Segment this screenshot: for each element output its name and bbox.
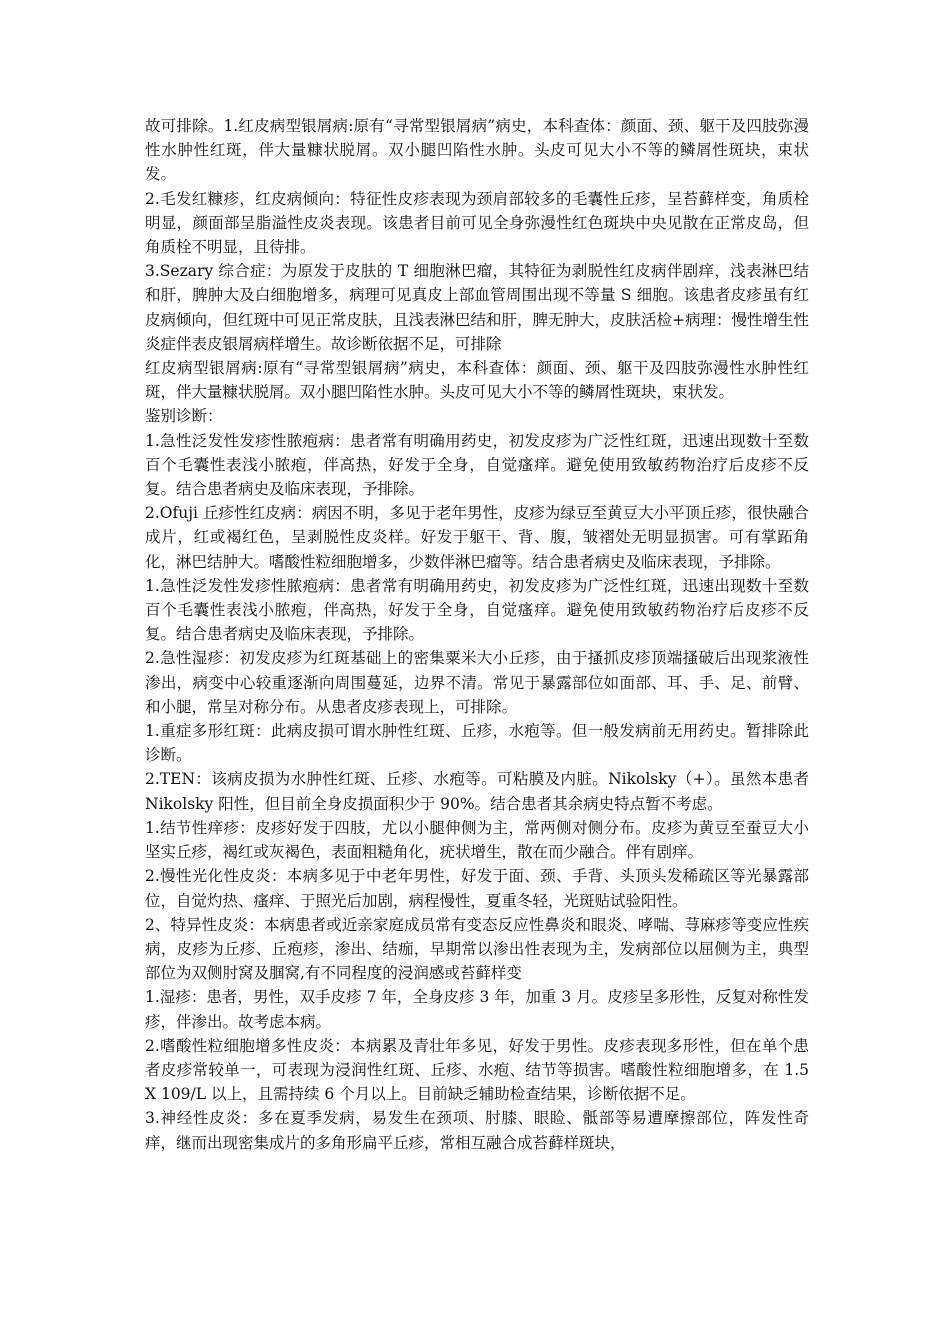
paragraph: 1.结节性痒疹：皮疹好发于四肢，尤以小腿伸侧为主，常两侧对侧分布。皮疹为黄豆至蚕豆大小坚实丘疹，褐红或灰褐色，表面粗糙角化，疣状增生，散在而少融合。伴有剧痒。 — [145, 818, 809, 862]
paragraph: 3.神经性皮炎：多在夏季发病，易发生在颈项、肘膝、眼睑、骶部等易遭摩擦部位，阵发性奇痒，继而出现密集成片的多角形扁平丘疹，常相互融合成苔藓样斑块， — [145, 1109, 809, 1152]
paragraph: 2.毛发红糠疹，红皮病倾向：特征性皮疹表现为颈肩部较多的毛囊性丘疹，呈苔藓样变，角质栓明显，颜面部呈脂溢性皮炎表现。该患者目前可见全身弥漫性红色斑块中央见散在正常皮岛，但角质栓不明显，且待排。 — [145, 189, 809, 257]
paragraph: 2.嗜酸性粒细胞增多性皮炎：本病累及青壮年多见，好发于男性。皮疹表现多形性，但在单个患者皮疹常较单一，可表现为浸润性红斑、丘疹、水疱、结节等损害。嗜酸性粒细胞增多，在 1.5 X 109/L 以上，且需持续 6 个月以上。目前缺乏辅助检查结果，诊断依据不足。 — [145, 1036, 809, 1104]
paragraph: 红皮病型银屑病:原有“寻常型银屑病”病史，本科查体：颜面、颈、躯干及四肢弥漫性水肿性红斑，伴大量糠状脱屑。双小腿凹陷性水肿。头皮可见大小不等的鳞屑性斑块，束状发。 — [145, 359, 809, 402]
paragraph: 3.Sezary 综合症：为原发于皮肤的 T 细胞淋巴瘤，其特征为剥脱性红皮病伴剧痒，浅表淋巴结和肝，脾肿大及白细胞增多，病理可见真皮上部血管周围出现不等量 S 细胞。该患者皮疹虽有红皮病倾向，但红斑中可见正常皮肤，且浅表淋巴结和肝，脾无肿大，皮肤活检+病理：慢性增生性炎症伴表皮银屑病样增生。故诊断依据不足，可排除 — [145, 262, 809, 353]
paragraph: 1.急性泛发性发疹性脓疱病：患者常有明确用药史，初发皮疹为广泛性红斑，迅速出现数十至数百个毛囊性表浅小脓疱，伴高热，好发于全身，自觉瘙痒。避免使用致敏药物治疗后皮疹不反复。结合患者病史及临床表现，予排除。 — [145, 576, 809, 644]
paragraph: 2.Ofuji 丘疹性红皮病：病因不明，多见于老年男性，皮疹为绿豆至黄豆大小平顶丘疹，很快融合成片，红或褐红色，呈剥脱性皮炎样。好发于躯干、背、腹，皱褶处无明显损害。可有掌跖角化，淋巴结肿大。嗜酸性粒细胞增多，少数伴淋巴瘤等。结合患者病史及临床表现，予排除。 — [145, 504, 809, 571]
paragraph: 1.急性泛发性发疹性脓疱病：患者常有明确用药史，初发皮疹为广泛性红斑，迅速出现数十至数百个毛囊性表浅小脓疱，伴高热，好发于全身，自觉瘙痒。避免使用致敏药物治疗后皮疹不反复。结合患者病史及临床表现，予排除。 — [145, 431, 809, 499]
paragraph: 1.重症多形红斑：此病皮损可谓水肿性红斑、丘疹，水疱等。但一般发病前无用药史。暂排除此诊断。 — [145, 722, 809, 765]
paragraph: 2、特异性皮炎：本病患者或近亲家庭成员常有变态反应性鼻炎和眼炎、哮喘、荨麻疹等变应性疾病，皮疹为丘疹、丘疱疹，渗出、结痂，早期常以渗出性表现为主，发病部位以屈侧为主，典型部位为双侧肘窝及腘窝,有不同程度的浸润感或苔藓样变 — [145, 915, 809, 983]
paragraph: 2.慢性光化性皮炎：本病多见于中老年男性，好发于面、颈、手背、头顶头发稀疏区等光暴露部位，自觉灼热、瘙痒、于照光后加剧，病程慢性，夏重冬轻，光斑贴试验阳性。 — [145, 867, 809, 910]
document-body — [145, 114, 809, 1155]
paragraph: 1.湿疹：患者，男性，双手皮疹 7 年，全身皮疹 3 年，加重 3 月。皮疹呈多形性，反复对称性发疹，伴渗出。故考虑本病。 — [145, 988, 809, 1031]
section-heading: 鉴别诊断： — [145, 407, 223, 426]
paragraph: 故可排除。1.红皮病型银屑病:原有“寻常型银屑病”病史，本科查体：颜面、颈、躯干及四肢弥漫性水肿性红斑，伴大量糠状脱屑。双小腿凹陷性水肿。头皮可见大小不等的鳞屑性斑块，束状发。 — [145, 117, 809, 184]
paragraph: 2.急性湿疹：初发皮疹为红斑基础上的密集粟米大小丘疹，由于搔抓皮疹顶端搔破后出现浆液性渗出，病变中心较重逐渐向周围蔓延，边界不清。常见于暴露部位如面部、耳、手、足、前臂、和小腿，常呈对称分布。从患者皮疹表现上，可排除。 — [145, 649, 809, 716]
paragraph: 2.TEN：该病皮损为水肿性红斑、丘疹、水疱等。可粘膜及内脏。Nikolsky（+）。虽然本患者 Nikolsky 阳性，但目前全身皮损面积少于 90%。结合患者其余病史特点暂不考虑。 — [145, 770, 809, 813]
